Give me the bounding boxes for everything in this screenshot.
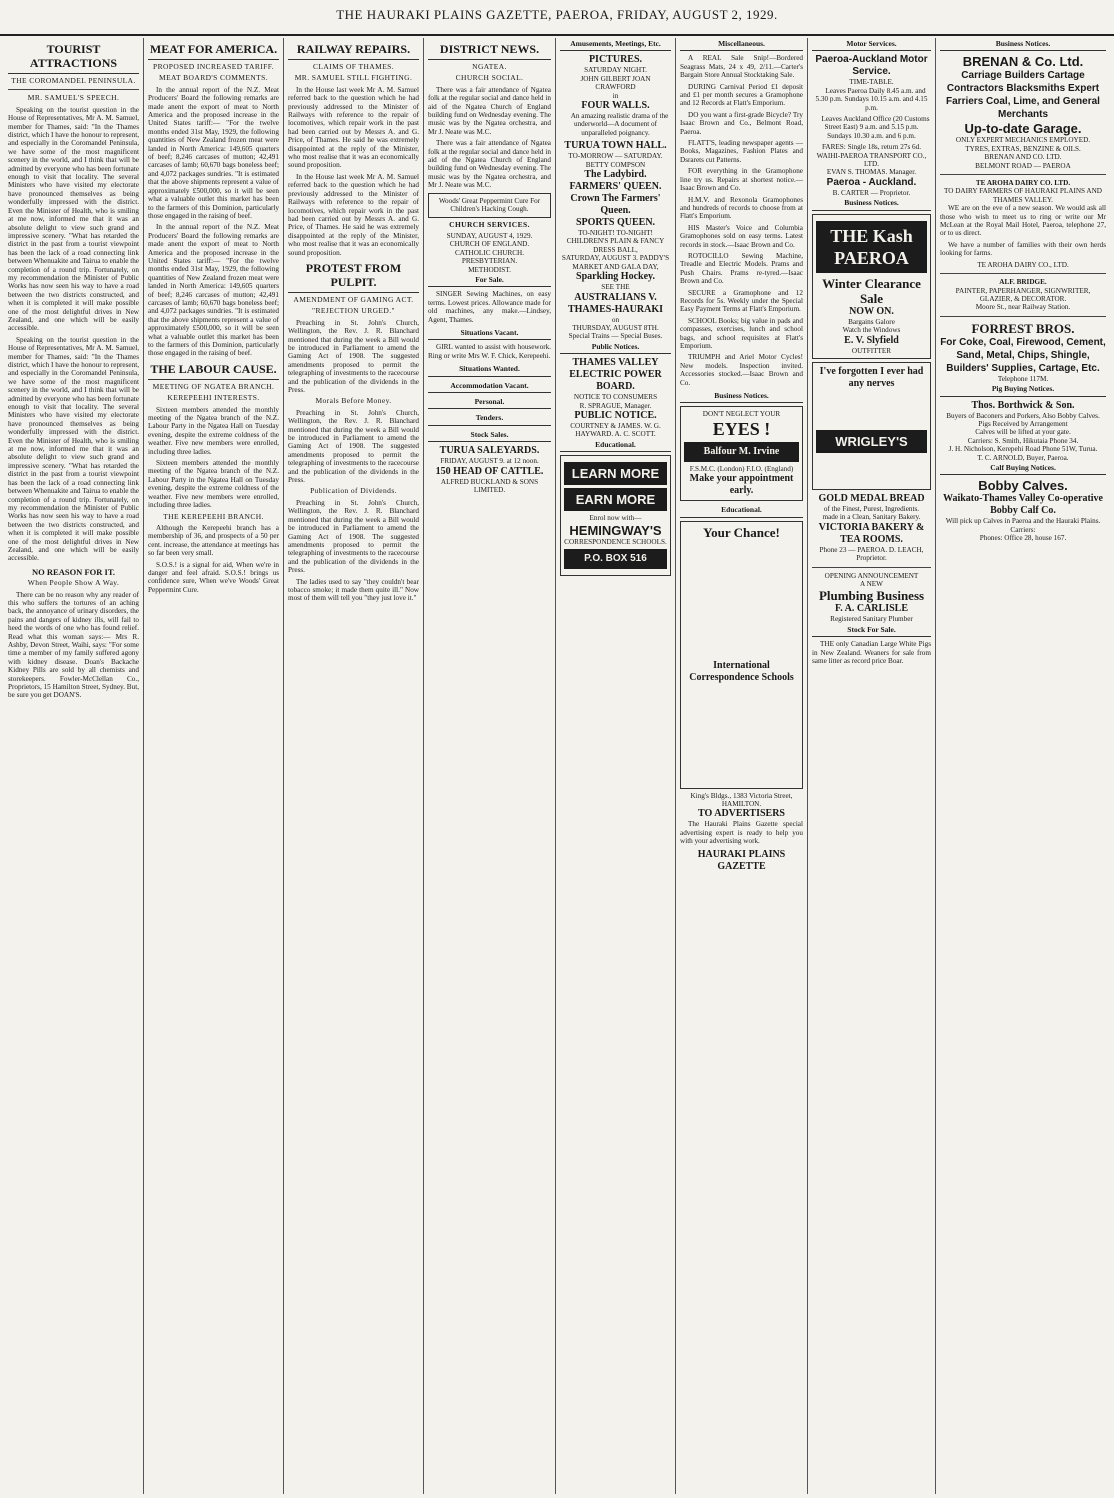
text: Paeroa - Auckland.: [826, 176, 917, 188]
text: TYRES, EXTRAS, BENZINE & OILS.: [965, 144, 1081, 153]
text: FARMERS' QUEEN.: [569, 181, 662, 193]
classified: ROTOCILLO Sewing Machine, Treadle and Electric Models. Prams and Push Chairs. Prams re-tyred.—Isaac Brown and Co.: [680, 251, 803, 286]
subhead: Morals Before Money.: [315, 396, 392, 406]
text: made in a Clean, Sanitary Bakery.: [822, 513, 921, 522]
text: Make your appointment early.: [689, 473, 794, 497]
section-pig: Pig Buying Notices.: [940, 383, 1106, 396]
text: SEE THE: [601, 283, 630, 292]
section-tenders: Tenders.: [428, 412, 551, 425]
article-body: Speaking on the tourist question in the House of Representatives, Mr A. M. Samuel, member for Thames, said: "In the Thames district, which I have the honour to represent, and especially in the Coromandel Peninsula, we have some of the most magnificent scenery in the world, and I think that will be admitted by everyone who has been fortunate enough to visit that locality. The several Ministers who have visited my electorate have pronounced themselves as being wonderfully impressed with the district. Even the Minister of Health, who is smiling at me now, informed me that it was an absolute delight to view such grand and impressive scenery. "What has retarded the district in the past from a tourist viewpoint has been the lack of a road connecting link between Whenuakite and Tairua to enable the completion of a round trip. Fortunately, on my recommendation the Minister of Public Works has now seen his way to have a road between the two districts constructed, and when it is completed it will make possible one of the most delightful drives in New Zealand, and one which will be easily accessible.: [8, 335, 139, 563]
text: TE AROHA DAIRY CO., LTD.: [977, 260, 1069, 269]
classified: SINGER Sewing Machines, on easy terms. Lowest prices. Allowance made for old machines, any make.—Lindsey, Agent, Thames.: [428, 290, 551, 324]
ics-ad: [680, 521, 803, 789]
text: Winter Clearance Sale: [822, 275, 921, 306]
text: FOUR WALLS.: [581, 100, 650, 112]
classified: GIRL wanted to assist with housework. Ring or write Mrs W. F. Chick, Kerepeehi.: [428, 343, 551, 360]
text: Registered Sanitary Plumber: [830, 615, 913, 624]
column-business: [936, 38, 1110, 1494]
text: PAINTER, PAPERHANGER, SIGNWRITER, GLAZIER, & DECORATOR.: [955, 286, 1091, 303]
text: Moore St., near Railway Station.: [975, 303, 1071, 312]
subhead: CLAIMS OF THAMES.: [312, 62, 395, 71]
text: THURSDAY, AUGUST 8TH.: [572, 323, 659, 332]
masthead: THE HAURAKI PLAINS GAZETTE, PAEROA, FRIDAY, AUGUST 2, 1929.: [0, 0, 1114, 36]
column-misc: [676, 38, 808, 1494]
text: TO-MORROW — SATURDAY.: [568, 152, 663, 161]
text: of the Finest, Purest, Ingredients.: [823, 504, 920, 513]
headline-tourist: TOURIST ATTRACTIONS: [8, 42, 139, 74]
text: FARES: Single 18s, return 27s 6d.: [821, 143, 922, 152]
text: JOHN GILBERT JOAN CRAWFORD: [580, 74, 651, 92]
section-calf: Calf Buying Notices.: [940, 462, 1106, 475]
subhead: MR. SAMUEL STILL FIGHTING.: [294, 73, 413, 83]
classified: FLATT'S, leading newspaper agents — Books, Magazines, Fashion Plates and Dsrarets cut Patterns.: [680, 139, 803, 164]
text: TO-NIGHT! TO-NIGHT!: [578, 229, 653, 238]
text: A NEW: [860, 579, 883, 588]
text: OUTFITTER: [851, 346, 892, 355]
text: on: [611, 315, 620, 324]
text: Leaves Auckland Office (20 Customs Street East) 9 a.m. and 5.15 p.m. Sundays 10.30 a.m. and 6 p.m.: [821, 115, 930, 140]
headline-pulpit: PROTEST FROM PULPIT.: [288, 261, 419, 293]
text: THE only Canadian Large White Pigs in New Zealand. Weaners for sale from same litter as record price Boar.: [812, 640, 931, 665]
text: CHILDREN'S PLAIN & FANCY DRESS BALL,: [566, 237, 665, 254]
text: Buyers of Baconers and Porkers, Also Bobby Calves.: [946, 411, 1100, 420]
text: TO ADVERTISERS: [698, 808, 785, 820]
text: Carriers: S. Smith, Hikutaia Phone 34.: [967, 436, 1079, 445]
sale-day: FRIDAY, AUGUST 9. at 12 noon.: [440, 457, 539, 466]
text: Pigs Received by Arrangement: [978, 419, 1068, 428]
article-body: Sixteen members attended the monthly meeting of the Ngatea branch of the N.Z. Labour Party in the Ngatea Hall on Tuesday evening, despite the extreme coldness of the weather. Five new members were enrolled, including three ladies.: [148, 405, 279, 456]
text: Up-to-date Garage.: [964, 121, 1082, 137]
text: BRENAN AND CO. LTD.: [984, 153, 1062, 162]
text: PUBLIC NOTICE.: [574, 409, 657, 421]
article-body: Speaking on the tourist question in the House of Representatives, Mr A. M. Samuel, member for Thames, said: "In the Thames district, which I have the honour to represent, and especially in the Coromandel Peninsula, we have some of the most magnificent scenery in the world, and I think that will be admitted by everyone who has been fortunate enough to visit that locality. The several Ministers who have visited my electorate have pronounced themselves as being wonderfully impressed with the district. Even the Minister of Health, who is smiling at me now, informed me that it was an absolute delight to view such grand and impressive scenery. "What has retarded the district in the past from a tourist viewpoint has been the lack of a road connecting link between Whenuakite and Tairua to enable the completion of a round trip. Fortunately, on my recommendation the Minister of Public Works has now seen his way to have a road between the two districts constructed, and when it is completed it will make possible one of the most delightful drives in New Zealand, and one which will be easily accessible.: [8, 105, 139, 333]
church-heading: METHODIST.: [468, 265, 511, 274]
text: The Ladybird.: [584, 169, 647, 181]
text: F.S.M.C. (London) F.I.O. (England): [689, 464, 794, 473]
hemingways-ad: [560, 455, 671, 576]
text: Telephone 117M.: [997, 374, 1049, 383]
text: We have a number of families with their own herds looking for farms.: [940, 240, 1106, 258]
article-body: There can be no reason why any reader of this who suffers the tortures of an aching back, the annoyance of urinary disorders, the pains and dangers of kidney ills, will fail to heed the words of one who has found relief. Read what this woman says:— Mrs R. Ashby, Devon Street, Waihi, says: "For some time a member of my family suffered agony with kidney disease. Doan's Backache Kidney Pills are sold by all chemists and storekeepers. Fowler-McClellan Co., Proprietors, 15 Hamilton Street, Sydney. But, be sure you get DOAN'S.: [8, 590, 139, 700]
text: OPENING ANNOUNCEMENT: [824, 571, 919, 580]
article-body: In the House last week Mr A. M. Samuel referred back to the question which he had previously addressed to the Minister of Railways with reference to the repair of locomotives, which repair work in the past had been carried out by Messrs A. and G. Price, of Thames. He said he was extremely disappointed at the reply of the Minister, who most realise that it was an economically sound proposition.: [288, 85, 419, 170]
text: Balfour M. Irvine: [684, 442, 799, 462]
subhead: "REJECTION URGED.": [312, 306, 395, 316]
text: Special Trains — Special Buses.: [568, 332, 663, 341]
church-heading: CHURCH OF ENGLAND.: [449, 240, 530, 249]
classified: SCHOOL Books; big value in pads and compasses, exercises, lunch and school bags, and school requisites at Flatt's Emporium.: [680, 316, 803, 350]
text: GOLD MEDAL BREAD: [818, 492, 925, 504]
text: I've forgotten I ever had any nerves: [819, 365, 924, 389]
article-body: S.O.S.! is a signal for aid, When we're in danger and feel afraid. S.O.S.! brings us confidence sure, When we've Woods' Great Peppermint Cure.: [148, 560, 279, 594]
subhead: NO REASON FOR IT.: [32, 566, 115, 577]
text: The Hauraki Plains Gazette special advertising expert is ready to help you with your advertising work.: [680, 820, 803, 846]
text: Leaves Paeroa Daily 8.45 a.m. and 5.30 p.m. Sundays 10.15 a.m. and 4.15 p.m.: [815, 86, 928, 112]
section-business: Business Notices.: [812, 197, 931, 210]
article-body: There was a fair attendance of Ngatea folk at the regular social and dance held in aid of the Ngatea Church of England building fund on Wednesday evening. The music was by the Ngatea orchestra, and Mr J. Neate was M.C.: [428, 85, 551, 136]
text: VICTORIA BAKERY & TEA ROOMS.: [818, 521, 925, 545]
section-for-sale: For Sale.: [428, 274, 551, 287]
text: Phones: Office 28, house 167.: [979, 534, 1067, 543]
text: R. SPRAGUE, Manager.: [579, 401, 652, 410]
text: Waikato-Thames Valley Co-operative Bobby Calf Co.: [943, 493, 1103, 517]
headline-labour: THE LABOUR CAUSE.: [148, 362, 279, 380]
text: E. V. Slyfield: [844, 334, 899, 346]
text: TO DAIRY FARMERS OF HAURAKI PLAINS AND THAMES VALLEY.: [943, 187, 1102, 204]
subhead: CHURCH SOCIAL.: [455, 73, 524, 83]
text: TIME-TABLE.: [849, 78, 894, 87]
section-business: Business Notices.: [940, 38, 1106, 51]
section-stock: Stock For Sale.: [812, 624, 931, 637]
text: P.O. BOX 516: [564, 549, 667, 569]
text: COURTNEY & JAMES. W. G. HAYWARD. A. C. SCOTT.: [570, 421, 661, 439]
text: Your Chance!: [703, 524, 780, 540]
church-services-head: CHURCH SERVICES.: [449, 219, 530, 229]
text: B. CARTER — Proprietor.: [832, 188, 911, 197]
church-heading: CATHOLIC CHURCH.: [454, 248, 525, 257]
newspaper-page: [4, 38, 1110, 1494]
text: WRIGLEY'S: [816, 430, 927, 453]
text: HEMINGWAY'S: [569, 522, 662, 538]
text: Sparkling Hockey.: [576, 271, 655, 283]
column-district: [424, 38, 556, 1494]
text: EARN MORE: [564, 488, 667, 511]
section-motor: Motor Services.: [812, 38, 931, 51]
subhead: NGATEA.: [472, 62, 507, 71]
subhead: MEETING OF NGATEA BRANCH.: [152, 381, 275, 391]
section-public: Public Notices.: [560, 341, 671, 354]
column-motor: [808, 38, 936, 1494]
text: WE are on the eve of a new season. We would ask all those who wish to meet us to ring or write our Mr McLean at the Royal Mail Hotel, Paeroa, telephone 27, or to us direct.: [940, 204, 1106, 238]
text: TE AROHA DAIRY CO. LTD.: [975, 179, 1071, 188]
article-body: The ladies used to say "they couldn't bear tobacco smoke; it made them quite ill." Now most of them will tell you "they just love it.": [288, 577, 419, 603]
subhead: THE COROMANDEL PENINSULA.: [11, 76, 136, 85]
text: ALF. BRIDGE.: [999, 278, 1047, 287]
pictures: PICTURES.: [588, 54, 643, 66]
text: EYES !: [712, 418, 771, 439]
text: T. C. ARNOLD, Buyer, Paeroa.: [977, 453, 1069, 462]
text: An amazing realistic drama of the underworld—A document of unparalleled poignancy.: [570, 112, 669, 137]
text: SATURDAY NIGHT.: [584, 66, 647, 75]
classified: H.M.V. and Rexonola Gramophones and hundreds of records to choose from at Flatt's Emporium.: [680, 195, 803, 221]
article-body: Although the Kerepeehi branch has a membership of 36, and prospects of a 50 per cent. increase, the attendance at meetings has so far been very small.: [148, 523, 279, 558]
church-heading: PRESBYTERIAN.: [461, 257, 518, 266]
text: THAMES VALLEY ELECTRIC POWER BOARD.: [569, 357, 662, 393]
text: Plumbing Business: [818, 588, 925, 604]
section-wanted: Situations Wanted.: [428, 363, 551, 376]
article-body: Sixteen members attended the monthly meeting of the Ngatea branch of the N.Z. Labour Party in the Ngatea Hall on Tuesday evening, despite the extreme coldness of the weather. Five new members were enrolled, including three ladies.: [148, 459, 279, 510]
text: King's Bldgs., 1383 Victoria Street, HAMILTON.: [690, 791, 793, 809]
subhead: Publication of Dividends.: [310, 486, 397, 496]
classified: TRIUMPH and Ariel Motor Cycles! New models. Inspection invited. Accessories stocked.—Isaac Brown and Co.: [680, 353, 803, 387]
article-body: Preaching in St. John's Church, Wellington, the Rev. J. R. Blanchard mentioned that during the week a Bill would be introduced in Parliament to amend the Gaming Act of 1908. The suggested amendments proposed to permit the telegraphing of investments to the racecourse and the publication of the dividends in the Press.: [288, 318, 419, 394]
text: AUSTRALIANS V. THAMES-HAURAKI: [567, 291, 663, 315]
classified: SECURE a Gramophone and 12 Records for 5s. Weekly under the Special Easy Payment Terms at Flatt's Emporium.: [680, 288, 803, 314]
text: NOW ON.: [849, 305, 894, 317]
column-tourist: [4, 38, 144, 1494]
text: in: [612, 91, 619, 100]
text: NOTICE TO CONSUMERS: [573, 393, 658, 402]
text: BRENAN & Co. Ltd.: [962, 54, 1084, 70]
text: SATURDAY, AUGUST 3. PADDY'S MARKET AND GALA DAY,: [561, 254, 670, 271]
subhead: KEREPEEHI INTERESTS.: [167, 393, 260, 403]
text: WAIHI-PAEROA TRANSPORT CO., LTD.: [816, 151, 927, 169]
text: BETTY COMPSON: [585, 160, 646, 169]
section-edu: Educational.: [560, 439, 671, 452]
text: International Correspondence Schools: [689, 659, 794, 683]
ad-woods: Woods' Great Peppermint Cure For Children's Hacking Cough.: [428, 193, 551, 218]
text: Carriers:: [1010, 525, 1036, 534]
article-body: In the annual report of the N.Z. Meat Producers' Board the following remarks are made anent the export of meat to North America and the proposed increase in the United States tariff:— "For the twelve months ended 31st May, 1929, the following quantities of New Zealand frozen meat were landed in North America: 149,605 quarters of beef; 8,246 carcases of mutton; 42,491 carcases of lamb; 60,670 bags boneless beef; and 4,072 packages sundries. "It is estimated that the above shipments represent a value of approximately £500,000, so it will be seen what a valuable outlet this market has been to the farmers of this Dominion, particularly those engaged in the raising of beef.: [148, 85, 279, 220]
text: EVAN S. THOMAS. Manager.: [826, 168, 917, 177]
classified: DURING Carnival Period £1 deposit and £1 per month secures a Gramophone and 12 Records at Flatt's Emporium.: [680, 82, 803, 108]
text: THE Kash PAEROA: [816, 221, 927, 273]
text: HAURAKI PLAINS GAZETTE: [697, 848, 786, 872]
classified: FOR everything in the Gramophone line try us. Repairs at shortest notice.—Isaac Brown and Co.: [680, 167, 803, 193]
article-body: In the House last week Mr A. M. Samuel referred back to the question which he had previously addressed to the Minister of Railways with reference to the repair of locomotives, which repair work in the past had been carried out by Messrs A. and G. Price, of Thames. He said he was extremely disappointed at the reply of the Minister, who most realise that it was an economically sound proposition.: [288, 172, 419, 257]
section-misc: Miscellaneous.: [680, 38, 803, 51]
text: TURUA TOWN HALL.: [564, 140, 667, 152]
text: Paeroa-Auckland Motor Service.: [815, 54, 928, 78]
headline-meat: MEAT FOR AMERICA.: [148, 42, 279, 60]
church-date: SUNDAY, AUGUST 4, 1929.: [446, 231, 533, 240]
text: LEARN MORE: [564, 462, 667, 485]
column-railway: [284, 38, 424, 1494]
section-accom: Accommodation Vacant.: [428, 380, 551, 393]
text: Crown The Farmers' Queen.: [570, 193, 661, 217]
text: J. H. Nicholson, Kerepehi Road Phone 51W, Turua.: [948, 445, 1098, 454]
subhead: MEAT BOARD'S COMMENTS.: [159, 73, 268, 83]
text: Carriage Builders Cartage Contractors Blacksmiths Expert Farriers Coal, Lime, and General Merchants: [946, 70, 1100, 121]
text: SPORTS QUEEN.: [575, 217, 656, 229]
classified: DO you want a first-grade Bicycle? Try Isaac Brown and Co., Belmont Road, Paeroa.: [680, 110, 803, 136]
text: ONLY EXPERT MECHANICS EMPLOYED.: [955, 136, 1091, 145]
classified: HIS Master's Voice and Columbia Gramophones sold on easy terms. Latest records in stock.—Isaac Brown and Co.: [680, 223, 803, 249]
text: CORRESPONDENCE SCHOOLS.: [564, 537, 667, 546]
section-edu: Educational.: [680, 504, 803, 517]
text: Enrol now with—: [589, 514, 642, 523]
headline-district: DISTRICT NEWS.: [428, 42, 551, 60]
text: DON'T NEGLECT YOUR: [702, 410, 781, 419]
text: FORREST BROS.: [971, 320, 1075, 336]
text: F. A. CARLISLE: [835, 603, 908, 615]
text: Phone 23 — PAEROA. D. LEACH, Proprietor.: [819, 545, 924, 563]
section-stock: Stock Sales.: [428, 429, 551, 442]
subhead: MR. SAMUEL'S SPEECH.: [27, 93, 120, 103]
subhead: THE KEREPEEHI BRANCH.: [163, 511, 264, 521]
text: Thos. Borthwick & Son.: [971, 399, 1075, 411]
text: Calves will be lifted at your gate.: [975, 428, 1071, 437]
text: Bobby Calves.: [978, 478, 1068, 494]
article-body: There was a fair attendance of Ngatea folk at the regular social and dance held in aid of the Ngatea Church of England building fund on Wednesday evening. The music was by the Ngatea orchestra, and Mr J. Neate was M.C.: [428, 139, 551, 190]
subhead: PROPOSED INCREASED TARIFF.: [153, 62, 274, 71]
kash-ad: [812, 214, 931, 359]
subhead: When People Show A Way.: [27, 578, 120, 588]
column-amusements: [556, 38, 676, 1494]
section-business: Business Notices.: [680, 390, 803, 403]
wrigleys-ad: [812, 362, 931, 490]
classified: A REAL Sale Snip!—Bordered Seagrass Mats, 24 x 49, 2/11.—Carter's Bargain Store Annual Stocktaking Sale.: [680, 54, 803, 80]
subhead: AMENDMENT OF GAMING ACT.: [293, 294, 414, 304]
section-personal: Personal.: [428, 396, 551, 409]
article-body: Preaching in St. John's Church, Wellington, the Rev. J. R. Blanchard mentioned that during the week a Bill would be introduced in Parliament to amend the Gaming Act of 1908. The suggested amendments proposed to permit the telegraphing of investments to the racecourse and the publication of the dividends in the Press.: [288, 498, 419, 575]
text: Will pick up Calves in Paeroa and the Hauraki Plains.: [945, 517, 1101, 526]
section-amusements: Amusements, Meetings, Etc.: [560, 38, 671, 51]
column-meat: [144, 38, 284, 1494]
text: Bargains Galore: [848, 317, 895, 326]
text: BELMONT ROAD — PAEROA: [975, 161, 1071, 170]
section-vacant: Situations Vacant.: [428, 327, 551, 340]
headline-railway: RAILWAY REPAIRS.: [288, 42, 419, 60]
eyes-ad: [680, 406, 803, 501]
saleyards: TURUA SALEYARDS.: [439, 445, 540, 457]
article-body: Preaching in St. John's Church, Wellington, the Rev. J. R. Blanchard mentioned that during the week a Bill would be introduced in Parliament to amend the Gaming Act of 1908. The suggested amendments proposed to permit the telegraphing of investments to the racecourse and the publication of the dividends in the Press.: [288, 408, 419, 485]
text: Watch the Windows: [842, 326, 901, 335]
text: For Coke, Coal, Firewood, Cement, Sand, Metal, Chips, Shingle, Builders' Supplies, Cartage, Etc.: [940, 336, 1106, 374]
cattle: 150 HEAD OF CATTLE.: [435, 465, 544, 477]
buckland: ALFRED BUCKLAND & SONS LIMITED.: [440, 477, 539, 495]
article-body: In the annual report of the N.Z. Meat Producers' Board the following remarks are made anent the export of meat to North America and the proposed increase in the United States tariff:— "For the twelve months ended 31st May, 1929, the following quantities of New Zealand frozen meat were landed in North America: 149,605 quarters of beef; 8,246 carcases of mutton; 42,491 carcases of lamb; 60,670 bags boneless beef; and 4,072 packages sundries. "It is estimated that the above shipments represent a value of approximately £500,000, so it will be seen what a valuable outlet this market has been to the farmers of this Dominion, particularly those engaged in the raising of beef.: [148, 223, 279, 358]
